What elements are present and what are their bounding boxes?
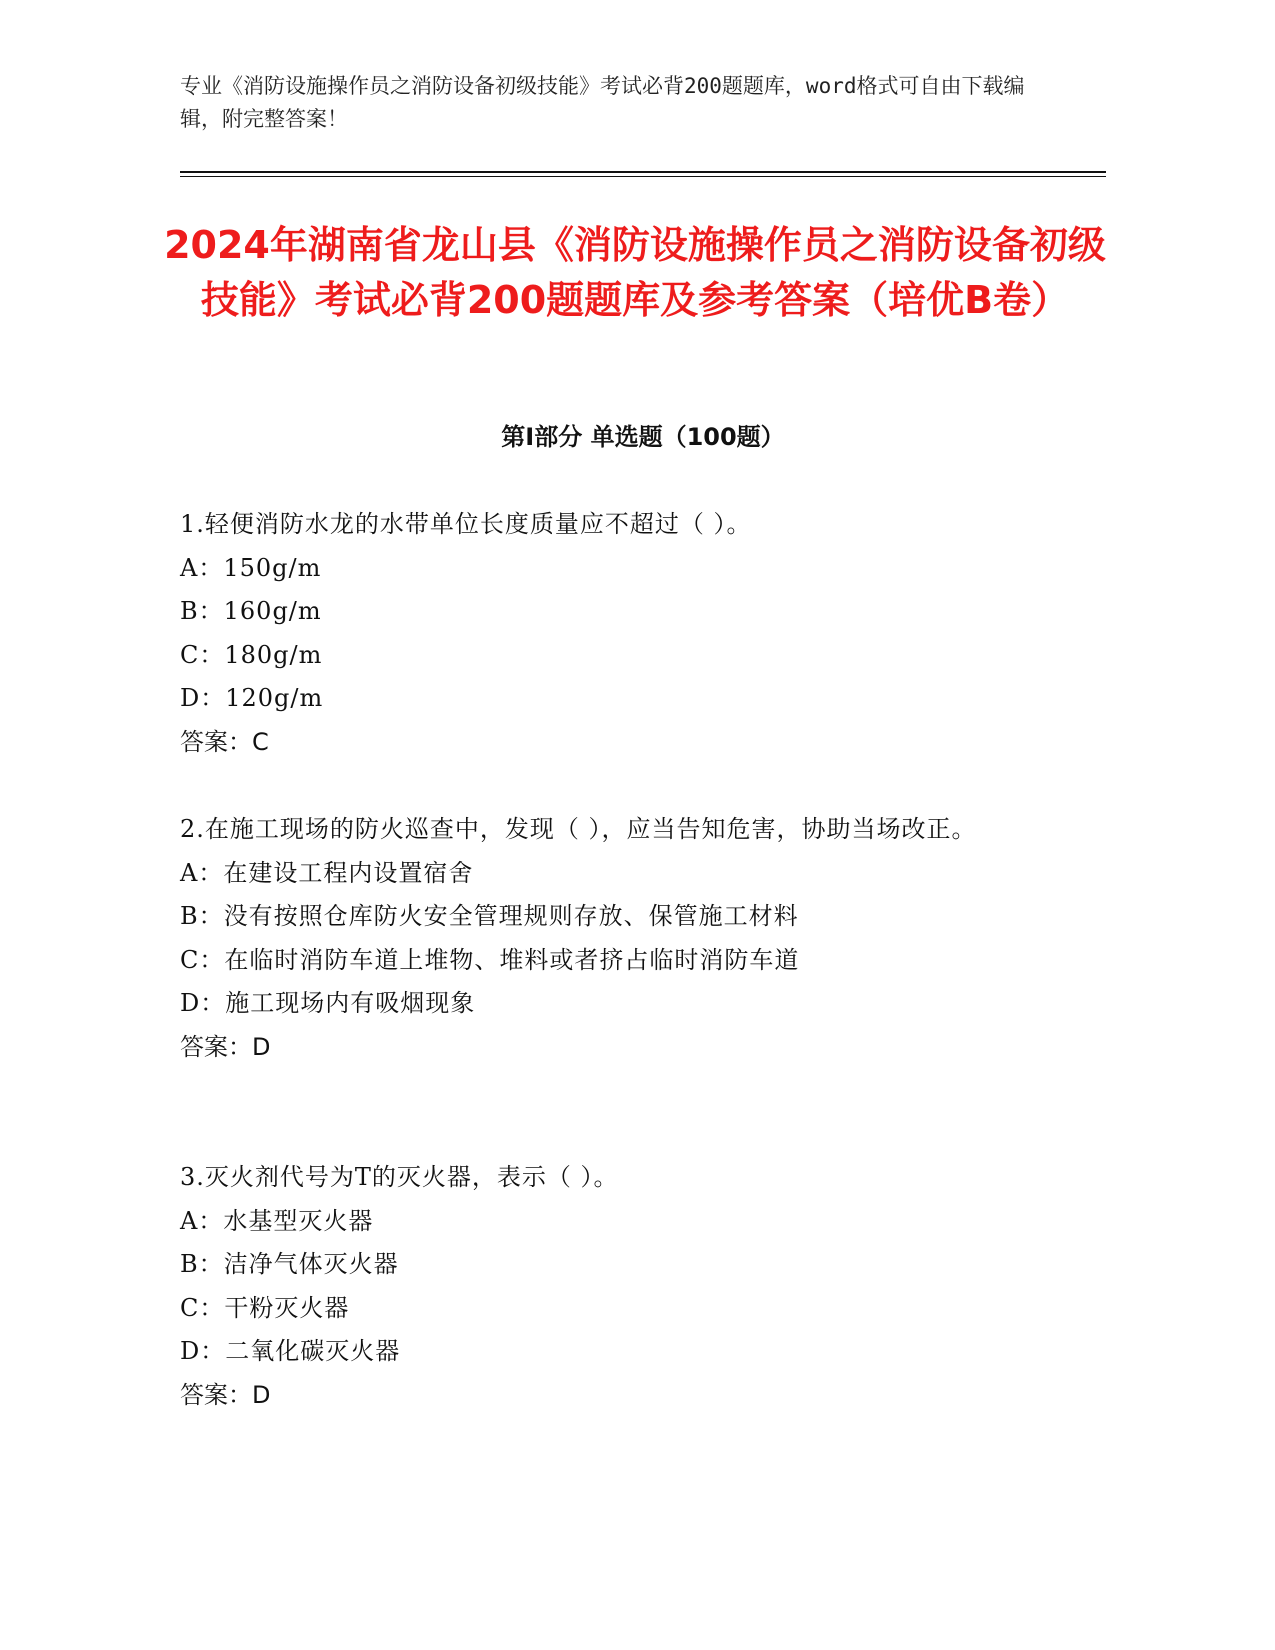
question-stem: 3.灭火剂代号为T的灭火器，表示（ ）。: [180, 1163, 619, 1191]
option-b: B：洁净气体灭火器: [180, 1250, 399, 1278]
question-3: [180, 1156, 1030, 1417]
answer: 答案：D: [180, 1032, 271, 1061]
header-divider: [180, 171, 1106, 173]
question-1: [180, 503, 1030, 764]
option-c: C：干粉灭火器: [180, 1293, 350, 1322]
option-d: D：二氧化碳灭火器: [180, 1337, 401, 1365]
option-d: D：120g/m: [180, 684, 324, 712]
option-a: A：在建设工程内设置宿舍: [180, 858, 474, 887]
question-stem: 2.在施工现场的防火巡查中，发现（ ），应当告知危害，协助当场改正。: [180, 815, 977, 843]
answer: 答案：D: [180, 1380, 271, 1409]
header-divider-thin: [180, 176, 1106, 177]
option-b: B：160g/m: [180, 597, 322, 625]
header-note: 专业《消防设施操作员之消防设备初级技能》考试必背200题题库，word格式可自由下载编辑，附完整答案！: [180, 74, 1025, 131]
option-c: C：在临时消防车道上堆物、堆料或者挤占临时消防车道: [180, 945, 800, 974]
option-d: D：施工现场内有吸烟现象: [180, 989, 476, 1017]
option-b: B：没有按照仓库防火安全管理规则存放、保管施工材料: [180, 902, 799, 930]
answer: 答案：C: [180, 727, 269, 756]
section-title: 第Ⅰ部分 单选题（100题）: [501, 423, 785, 451]
option-a: A：水基型灭火器: [180, 1206, 374, 1235]
question-stem: 1.轻便消防水龙的水带单位长度质量应不超过（ ）。: [180, 510, 752, 538]
document-title: 2024年湖南省龙山县《消防设施操作员之消防设备初级技能》考试必背200题题库及参考答案（培优B卷）: [164, 223, 1106, 322]
option-c: C：180g/m: [180, 640, 323, 669]
question-2: [180, 808, 1030, 1069]
option-a: A：150g/m: [180, 553, 322, 582]
